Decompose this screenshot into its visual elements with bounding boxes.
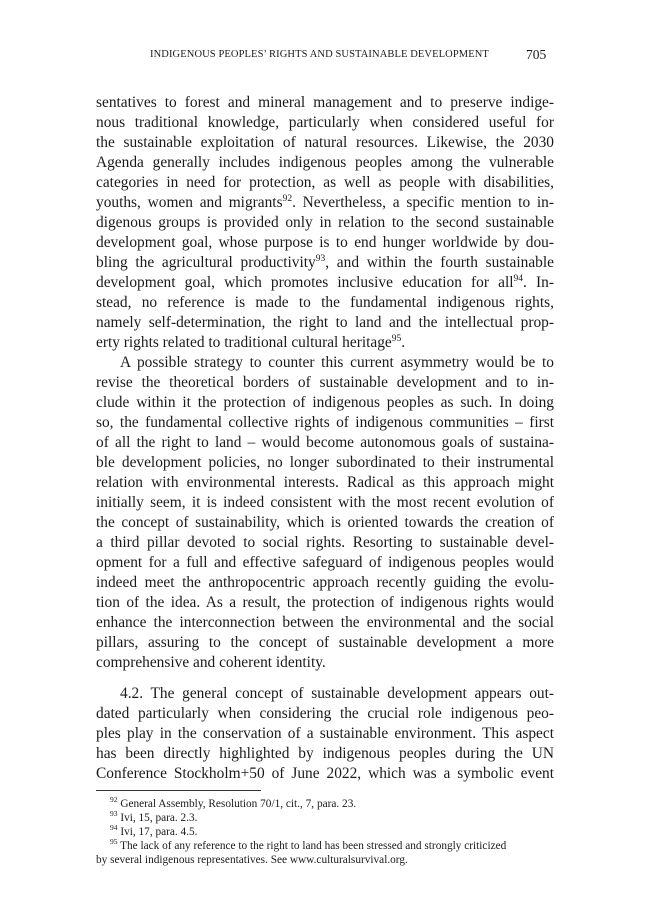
body-text: development goal, which promotes inclusive education for all (96, 274, 514, 291)
body-line: Agenda generally includes indigenous peoples among the vulnerable (96, 154, 554, 171)
footnote-text: Ivi, 15, para. 2.3. (120, 812, 198, 824)
body-line: relation with environmental interests. Radical as this approach might (96, 474, 554, 491)
body-line: enhance the interconnection between the environmental and the social (96, 614, 554, 631)
body-line: so, the fundamental collective rights of indigenous communities – first (96, 414, 554, 431)
body-text: . In- (523, 274, 554, 291)
body-line: namely self-determination, the right to land and the intellectual prop- (96, 314, 554, 331)
body-line: nous traditional knowledge, particularly when considered useful for (96, 114, 554, 131)
footnote-text: General Assembly, Resolution 70/1, cit., 7, para. 23. (120, 798, 357, 810)
footnote-ref: 94 (513, 273, 524, 284)
body-line: pillars, assuring to the concept of sustainable development a more (96, 634, 554, 651)
body-line: the concept of sustainability, which is oriented towards the creation of (96, 514, 554, 531)
body-line: A possible strategy to counter this current asymmetry would be to (120, 354, 554, 371)
body-line: tion of the idea. As a result, the protection of indigenous rights would (96, 594, 554, 611)
body-line: categories in need for protection, as well as people with disabilities, (96, 174, 554, 191)
body-line: has been directly highlighted by indigenous peoples during the UN (96, 745, 554, 762)
footnote-number: 93 (110, 809, 118, 819)
body-line: comprehensive and coherent identity. (96, 654, 326, 671)
body-line: ples play in the conservation of a sustainable environment. This aspect (96, 725, 554, 742)
footnote-number: 92 (110, 795, 118, 805)
footnote-continuation (96, 853, 554, 868)
body-line: dated particularly when considering the crucial role indigenous peo- (96, 705, 554, 722)
body-text: bling the agricultural productivity (96, 254, 316, 271)
body-line: 4.2. The general concept of sustainable development appears out- (120, 685, 554, 702)
body-line: initially seem, it is indeed consistent with the most recent evolution of (96, 494, 554, 511)
body-line: clude within it the protection of indigenous peoples as such. In doing (96, 394, 554, 411)
running-head: INDIGENOUS PEOPLES’ RIGHTS AND SUSTAINABLE DEVELOPMENT (150, 49, 489, 60)
body-line: ble development policies, no longer subordinated to their instrumental (96, 454, 554, 471)
footnote (110, 839, 554, 854)
body-line (96, 253, 554, 273)
body-line (96, 193, 554, 213)
body-line (96, 333, 554, 353)
footnote-text: Ivi, 17, para. 4.5. (120, 826, 198, 838)
footnote-text: by several indigenous representatives. See www.culturalsurvival.org. (96, 854, 408, 866)
body-line: of all the right to land – would become autonomous goals of sustaina- (96, 434, 554, 451)
body-line: sentatives to forest and mineral management and to preserve indige- (96, 94, 554, 111)
body-line: Conference Stockholm+50 of June 2022, which was a symbolic event (96, 765, 554, 782)
body-text: . (401, 334, 406, 351)
footnote-ref: 92 (282, 193, 293, 204)
footnote-ref: 93 (315, 253, 326, 264)
body-line: indeed meet the anthropocentric approach recently guiding the evolu- (96, 574, 554, 591)
body-line: development goal, whose purpose is to end hunger worldwide by dou- (96, 234, 554, 251)
body-line: stead, no reference is made to the fundamental indigenous rights, (96, 294, 554, 311)
page-number: 705 (526, 47, 547, 62)
body-line: opment for a full and effective safeguard of indigenous peoples would (96, 554, 554, 571)
body-line: digenous groups is provided only in relation to the second sustainable (96, 214, 554, 231)
footnote-number: 94 (110, 823, 118, 833)
footnote (110, 811, 554, 826)
body-text: youths, women and migrants (96, 194, 283, 211)
footnote-text: The lack of any reference to the right to land has been stressed and strongly criticized (120, 840, 507, 852)
body-line (96, 273, 554, 293)
body-text: erty rights related to traditional cultural heritage (96, 334, 392, 351)
footnote (110, 825, 554, 840)
body-text: , and within the fourth sustainable (325, 254, 554, 271)
body-line: revise the theoretical borders of sustainable development and to in- (96, 374, 554, 391)
body-text: . Nevertheless, a specific mention to in- (292, 194, 554, 211)
body-line: a third pillar devoted to social rights. Resorting to sustainable devel- (96, 534, 554, 551)
footnote (110, 797, 554, 812)
footnote-number: 95 (110, 837, 118, 847)
footnote-ref: 95 (391, 333, 402, 344)
footnote-separator (96, 790, 261, 791)
body-line: the sustainable exploitation of natural resources. Likewise, the 2030 (96, 134, 554, 151)
